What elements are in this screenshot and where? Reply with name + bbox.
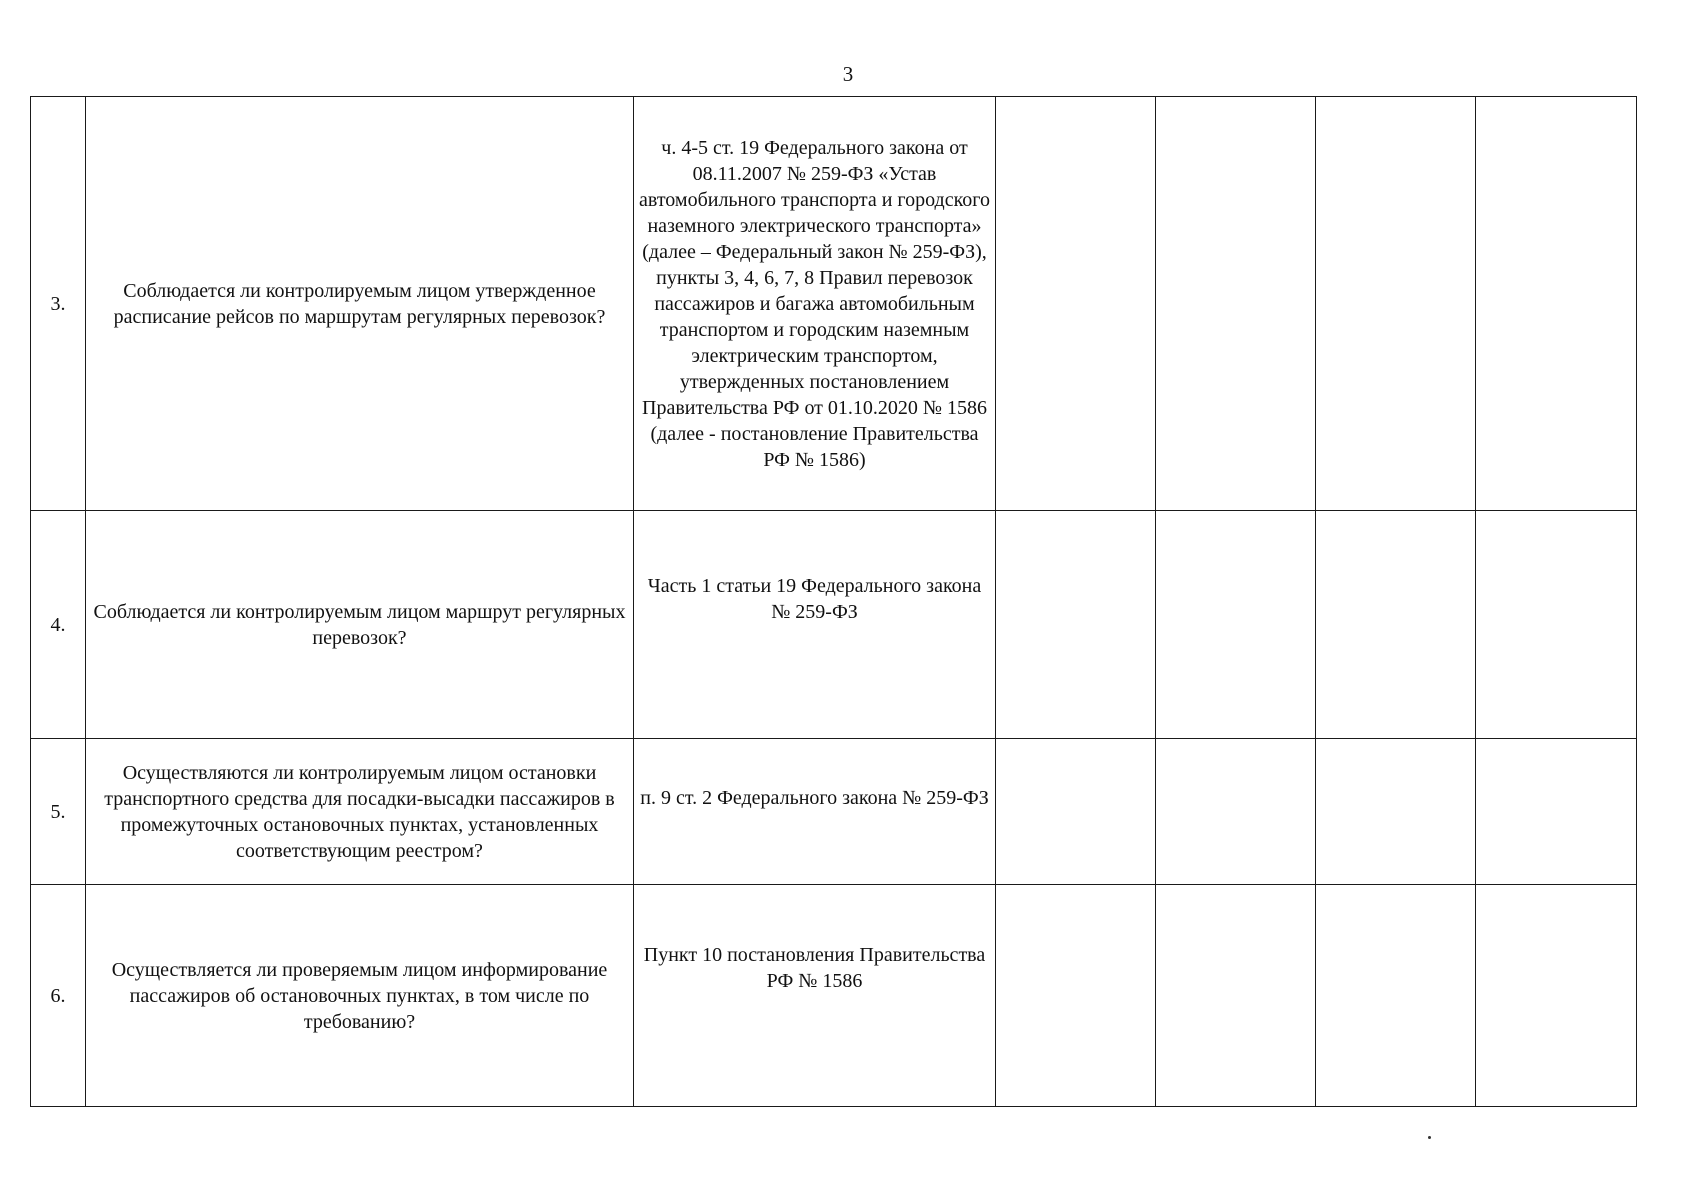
legal-reference xyxy=(634,739,996,885)
table-row xyxy=(31,885,1637,1107)
legal-reference xyxy=(634,97,996,511)
requirement-question: Осуществляются ли контролируемым лицом остановки транспортного средства для посадки-высадки пассажиров в промежуточных остановочных пунктах, установленных соответствующим реестром? xyxy=(86,739,634,885)
legal-reference-text: Часть 1 статьи 19 Федерального закона № 259-ФЗ xyxy=(647,574,982,623)
legal-reference xyxy=(634,885,996,1107)
requirement-question: Соблюдается ли контролируемым лицом маршрут регулярных перевозок? xyxy=(86,511,634,739)
answer-cell xyxy=(996,511,1156,739)
answer-cell xyxy=(1476,511,1637,739)
requirement-question: Осуществляется ли проверяемым лицом информирование пассажиров об остановочных пунктах, в том числе по требованию? xyxy=(86,885,634,1107)
answer-cell xyxy=(1476,739,1637,885)
answer-cell xyxy=(1476,885,1637,1107)
answer-cell xyxy=(996,885,1156,1107)
scan-speck xyxy=(1428,1136,1431,1139)
row-number: 4. xyxy=(31,511,86,739)
requirement-question: Соблюдается ли контролируемым лицом утвержденное расписание рейсов по маршрутам регулярных перевозок? xyxy=(86,97,634,511)
checklist-table xyxy=(30,96,1637,1107)
answer-cell xyxy=(1156,739,1316,885)
table-row xyxy=(31,511,1637,739)
legal-reference xyxy=(634,511,996,739)
row-number: 6. xyxy=(31,885,86,1107)
row-number: 3. xyxy=(31,97,86,511)
legal-reference-text: п. 9 ст. 2 Федерального закона № 259-ФЗ xyxy=(640,786,989,809)
legal-reference-text: Пункт 10 постановления Правительства РФ № 1586 xyxy=(643,943,986,992)
table-row xyxy=(31,97,1637,511)
answer-cell xyxy=(1156,97,1316,511)
answer-cell xyxy=(1316,97,1476,511)
page-number: 3 xyxy=(842,62,854,86)
row-number: 5. xyxy=(31,739,86,885)
answer-cell xyxy=(996,739,1156,885)
legal-reference-text: ч. 4-5 ст. 19 Федерального закона от 08.11.2007 № 259-ФЗ «Устав автомобильного транспорта и городского наземного электрического транспорта» (далее – Федеральный закон № 259-ФЗ), пункты 3, 4, 6, 7, 8 Правил перевозок пассажиров и багажа автомобильным транспортом и городским наземным электрическим транспортом, утвержденных постановлением Правительства РФ от 01.10.2020 № 1586 (далее - постановление Правительства РФ № 1586) xyxy=(639,136,990,471)
answer-cell xyxy=(1316,739,1476,885)
table-row xyxy=(31,739,1637,885)
answer-cell xyxy=(1156,885,1316,1107)
answer-cell xyxy=(1316,885,1476,1107)
answer-cell xyxy=(1316,511,1476,739)
answer-cell xyxy=(1476,97,1637,511)
answer-cell xyxy=(996,97,1156,511)
answer-cell xyxy=(1156,511,1316,739)
